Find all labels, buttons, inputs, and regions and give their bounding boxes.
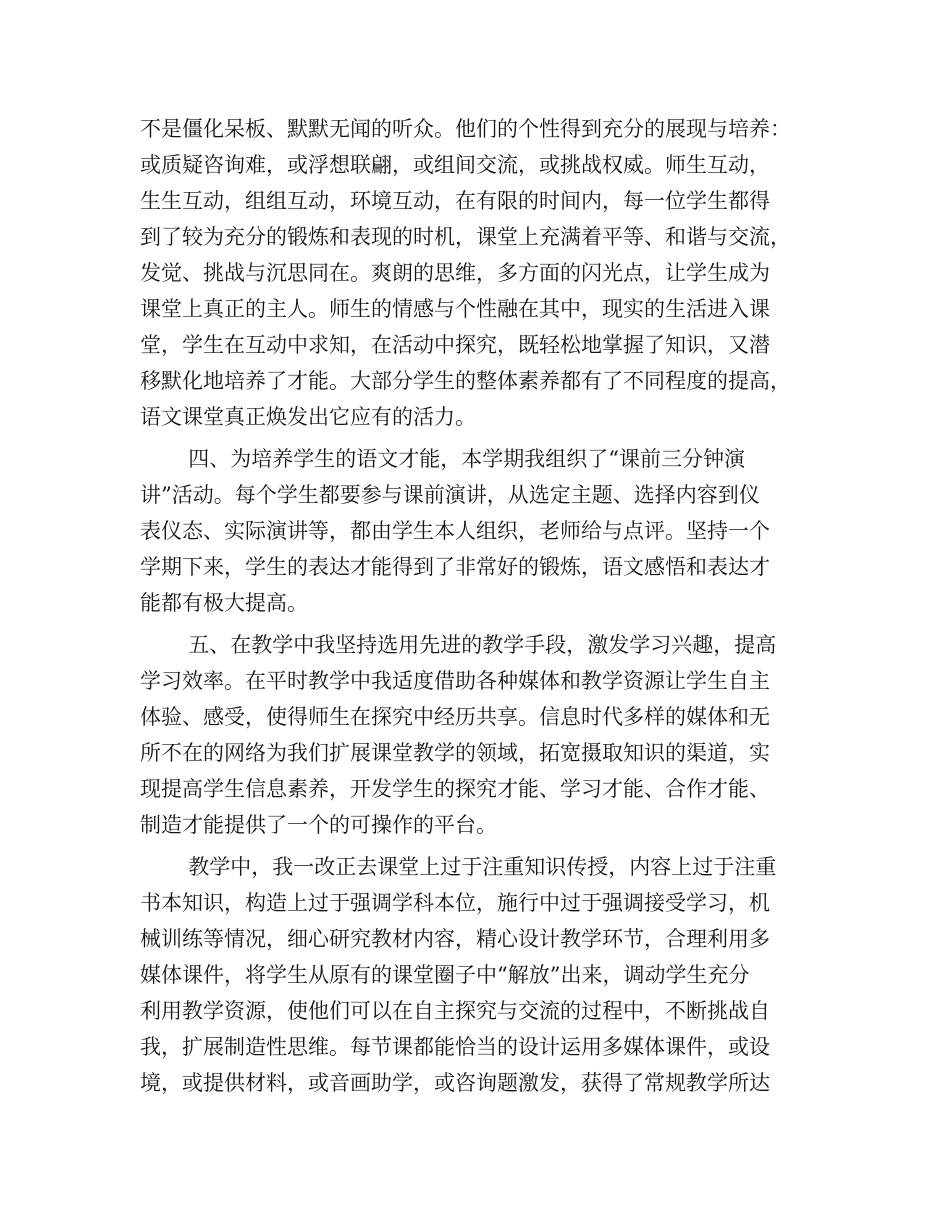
text-line: 发觉、挑战与沉思同在。爽朗的思维，多方面的闪光点，让学生成为 <box>140 261 770 285</box>
text-line: 媒体课件，将学生从原有的课堂圈子中“解放”出来，调动学生充分 <box>140 963 750 987</box>
text-line: 生生互动，组组互动，环境互动，在有限的时间内，每一位学生都得 <box>140 189 770 213</box>
text-line: 现提高学生信息素养，开发学生的探究才能、学习才能、合作才能、 <box>140 777 770 801</box>
text-line: 堂，学生在互动中求知，在活动中探究，既轻松地掌握了知识，又潜 <box>140 333 770 357</box>
text-line: 能都有极大提高。 <box>140 591 308 615</box>
paragraph-4 <box>140 849 810 1101</box>
text-line: 到了较为充分的锻炼和表现的时机，课堂上充满着平等、和谐与交流， <box>140 225 791 249</box>
text-line: 语文课堂真正焕发出它应有的活力。 <box>140 405 476 429</box>
text-line: 或质疑咨询难，或浮想联翩，或组间交流，或挑战权威。师生互动， <box>140 153 770 177</box>
text-line: 所不在的网络为我们扩展课堂教学的领域，拓宽摄取知识的渠道，实 <box>140 741 770 765</box>
text-line: 不是僵化呆板、默默无闻的听众。他们的个性得到充分的展现与培养： <box>140 117 791 141</box>
text-line: 械训练等情况，细心研究教材内容，精心设计教学环节，合理利用多 <box>140 927 770 951</box>
text-line: 移默化地培养了才能。大部分学生的整体素养都有了不同程度的提高， <box>140 369 791 393</box>
text-line: 我，扩展制造性思维。每节课都能恰当的设计运用多媒体课件，或设 <box>140 1035 770 1059</box>
text-line: 制造才能提供了一个的可操作的平台。 <box>140 813 497 837</box>
text-line: 书本知识，构造上过于强调学科本位，施行中过于强调接受学习，机 <box>140 891 770 915</box>
paragraph-2 <box>140 441 810 621</box>
paragraph-3 <box>140 627 810 843</box>
text-line: 利用教学资源，使他们可以在自主探究与交流的过程中，不断挑战自 <box>140 999 770 1023</box>
text-line: 课堂上真正的主人。师生的情感与个性融在其中，现实的生活进入课 <box>140 297 770 321</box>
text-line: 五、在教学中我坚持选用先进的教学手段，激发学习兴趣，提高 <box>188 633 777 657</box>
text-line: 讲”活动。每个学生都要参与课前演讲，从选定主题、选择内容到仪 <box>140 483 760 507</box>
paragraph-1 <box>140 111 810 435</box>
text-line: 学期下来，学生的表达才能得到了非常好的锻炼，语文感悟和表达才 <box>140 555 770 579</box>
text-line: 体验、感受，使得师生在探究中经历共享。信息时代多样的媒体和无 <box>140 705 770 729</box>
text-line: 教学中，我一改正去课堂上过于注重知识传授，内容上过于注重 <box>188 855 777 879</box>
text-line: 表仪态、实际演讲等，都由学生本人组织，老师给与点评。坚持一个 <box>140 519 770 543</box>
text-line: 境，或提供材料，或音画助学，或咨询题激发，获得了常规教学所达 <box>140 1071 770 1095</box>
body-text <box>140 111 810 1101</box>
text-line: 学习效率。在平时教学中我适度借助各种媒体和教学资源让学生自主 <box>140 669 770 693</box>
text-line: 四、为培养学生的语文才能，本学期我组织了“课前三分钟演 <box>188 447 746 471</box>
